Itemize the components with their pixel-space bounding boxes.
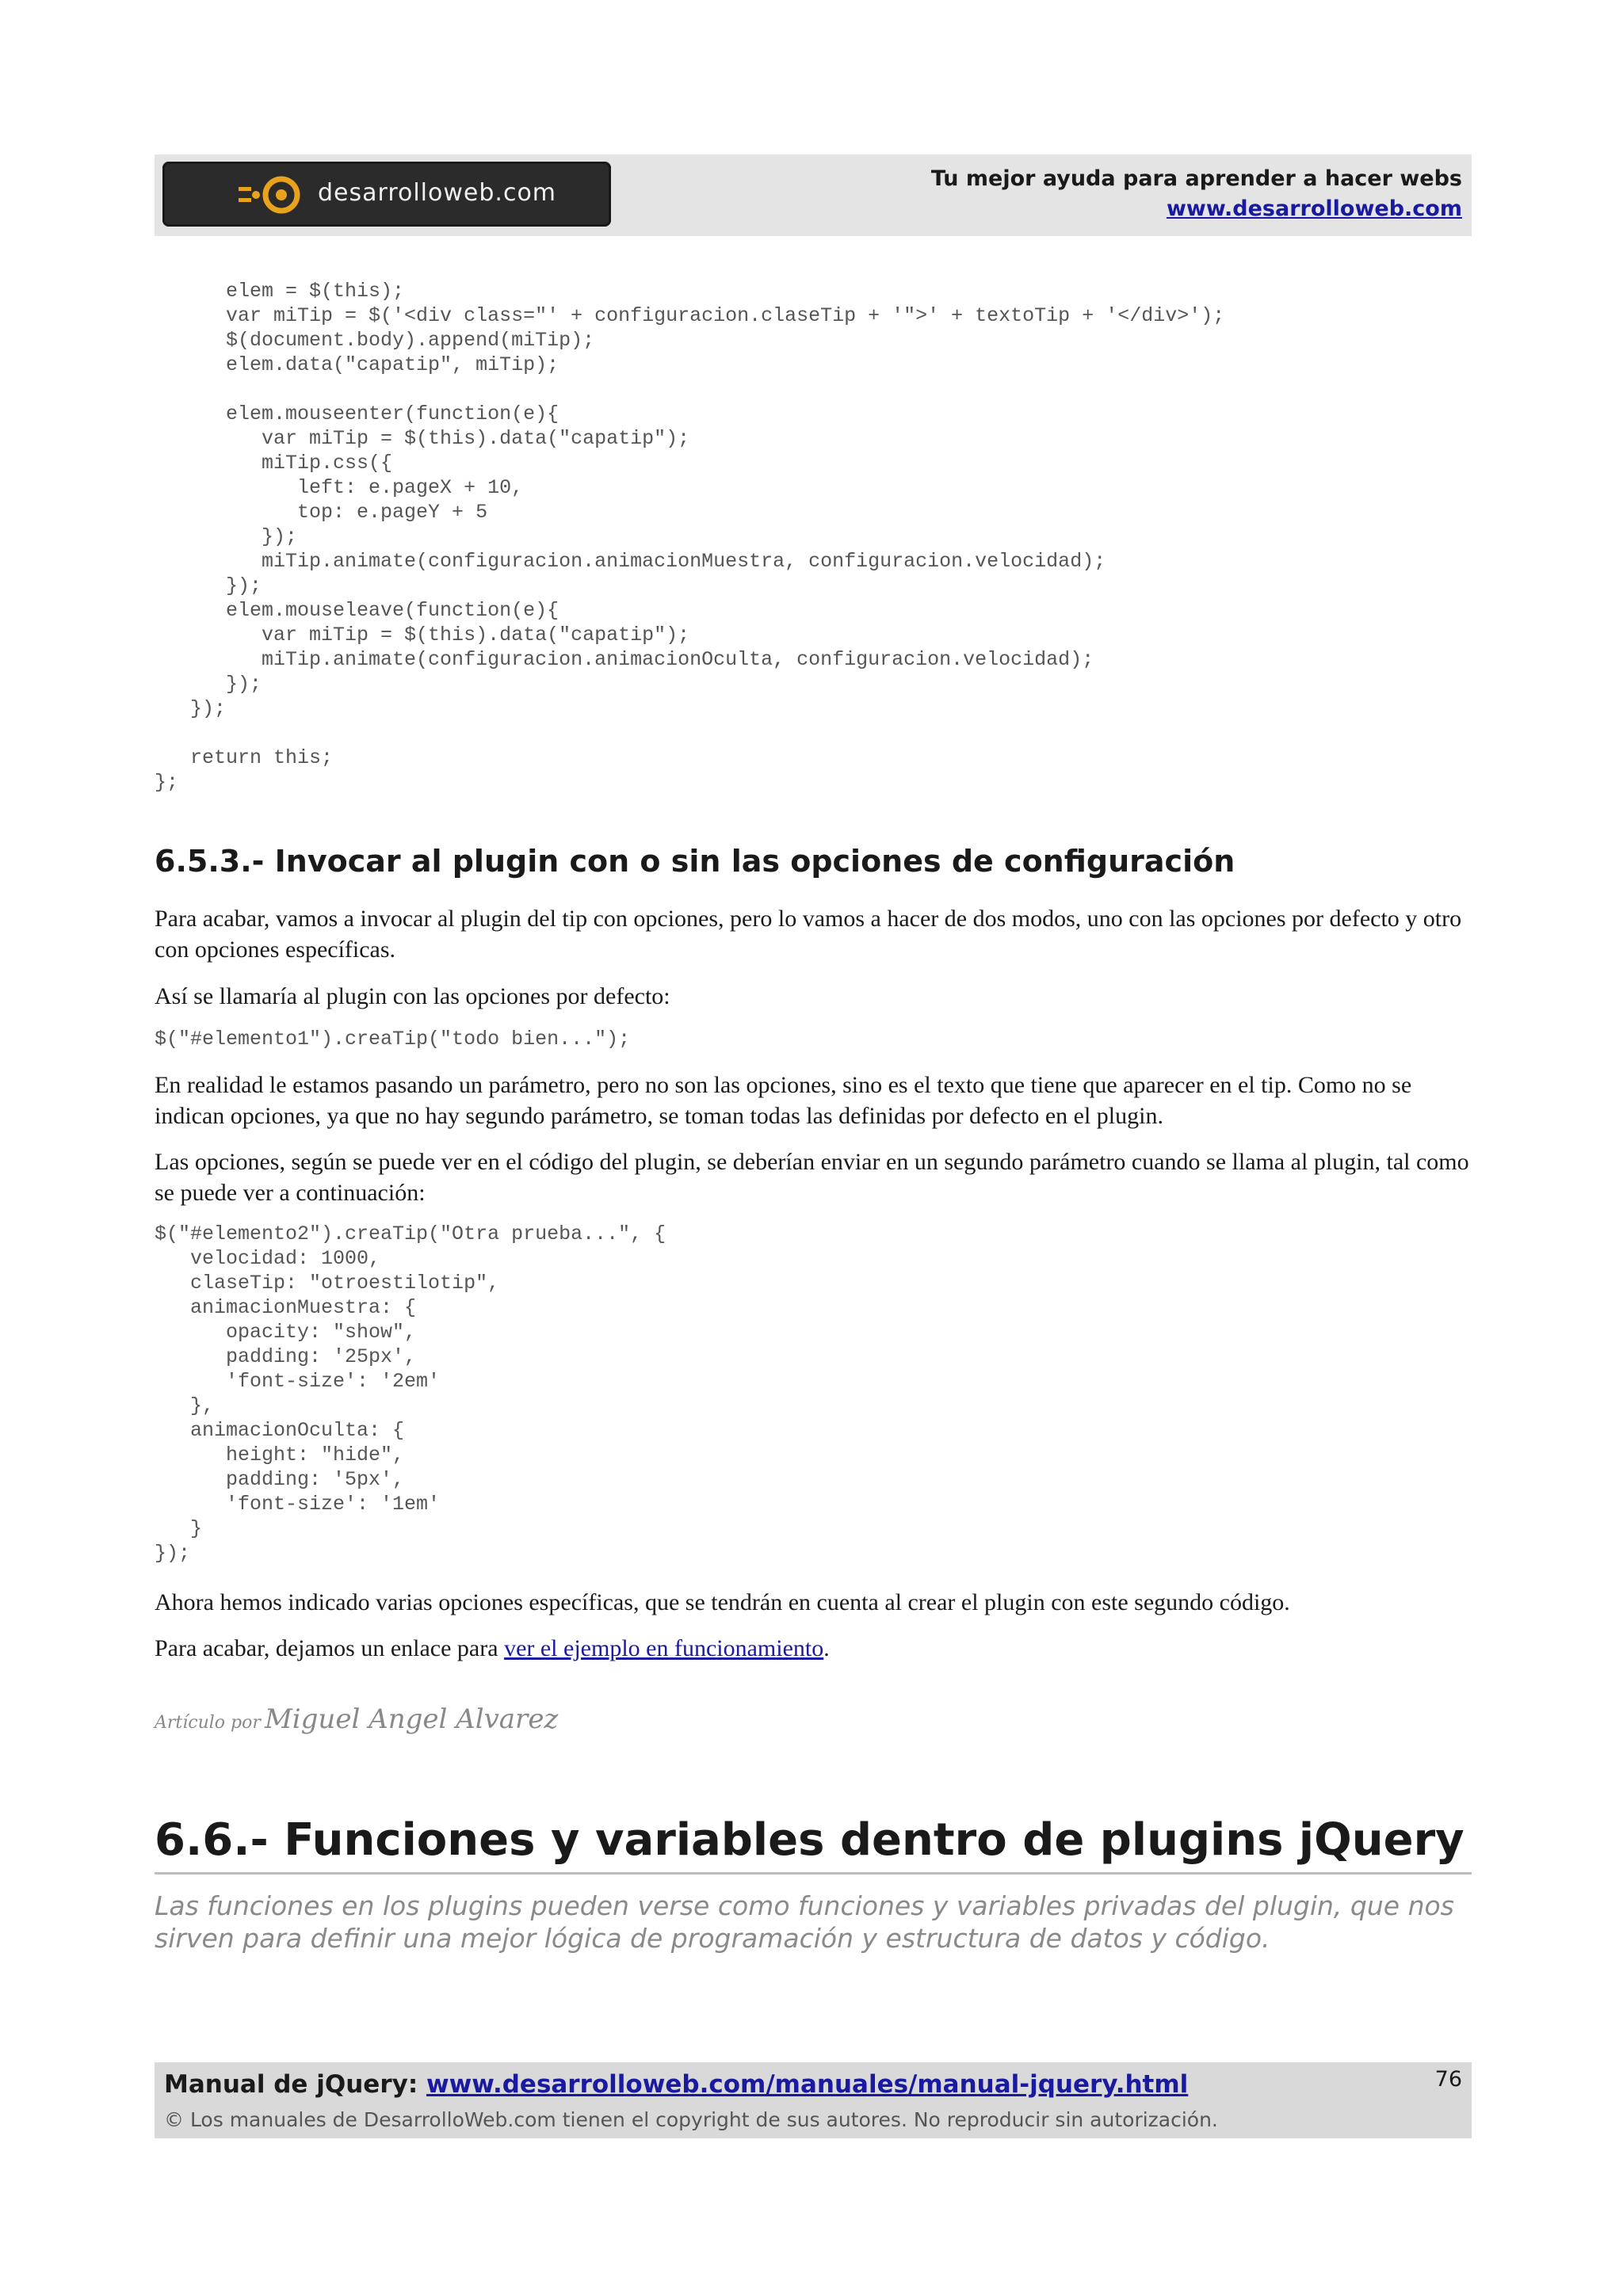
tagline-text: Tu mejor ayuda para aprender a hacer webs xyxy=(930,166,1462,191)
chapter-heading: 6.6.- Funciones y variables dentro de plugins jQuery xyxy=(155,1814,1472,1875)
site-logo[interactable] xyxy=(162,162,611,227)
footer-copyright: © Los manuales de DesarrolloWeb.com tienen el copyright de sus autores. No reproducir sin autorización. xyxy=(164,2108,1218,2131)
byline-label: Artículo por xyxy=(155,1713,261,1733)
page-footer xyxy=(155,2062,1472,2138)
paragraph: Las opciones, según se puede ver en el código del plugin, se deberían enviar en un segundo parámetro cuando se llama al plugin, tal como se puede ver a continuación: xyxy=(155,1149,1469,1206)
code-block-plugin-body: elem = $(this); var miTip = $('<div class="' + configuracion.claseTip + '">' + textoTip + '</div>'); $(document.body).append(miTip); elem.data("capatip", miTip); elem.mouseenter(function(e){ var miTip = $(this).data("capatip"); miTip.css({ left: e.pageX + 10, top: e.pageY + 5 }); miTip.animate(configuracion.animacionMuestra, configuracion.velocidad); }); elem.mouseleave(function(e){ var miTip = $(this).data("capatip"); miTip.animate(configuracion.animacionOculta, configuracion.velocidad); }); }); return this; }; xyxy=(155,280,1225,794)
paragraph: Así se llamaría al plugin con las opciones por defecto: xyxy=(155,983,670,1009)
paragraph-text: . xyxy=(823,1635,830,1661)
paragraph-text: Para acabar, dejamos un enlace para xyxy=(155,1635,505,1661)
page-number: 76 xyxy=(1434,2067,1462,2092)
logo-icon xyxy=(235,176,311,214)
header-site-link[interactable]: www.desarrolloweb.com xyxy=(1166,196,1462,221)
example-link[interactable]: ver el ejemplo en funcionamiento xyxy=(504,1635,824,1661)
page-header xyxy=(155,154,1472,236)
code-block-options-call: $("#elemento2").creaTip("Otra prueba...", { velocidad: 1000, claseTip: "otroestilotip", animacionMuestra: { opacity: "show", padding: '25px', 'font-size': '2em' }, animacionOculta: { height: "hide", padding: '5px', 'font-size': '1em' } }); xyxy=(155,1222,666,1565)
paragraph: Para acabar, vamos a invocar al plugin del tip con opciones, pero lo vamos a hacer de dos modos, uno con las opciones por defecto y otro con opciones específicas. xyxy=(155,906,1462,963)
chapter-summary: Las funciones en los plugins pueden verse como funciones y variables privadas del plugin, que nos sirven para definir una mejor lógica de programación y estructura de datos y código. xyxy=(155,1890,1454,1954)
paragraph-with-link xyxy=(155,1633,1472,1664)
header-tagline xyxy=(931,164,1462,224)
footer-manual-title xyxy=(164,2070,1188,2099)
article-byline xyxy=(155,1703,558,1735)
code-block-default-call: $("#elemento1").creaTip("todo bien..."); xyxy=(155,1028,631,1051)
paragraph: Ahora hemos indicado varias opciones específicas, que se tendrán en cuenta al crear el plugin con este segundo código. xyxy=(155,1589,1290,1615)
paragraph: En realidad le estamos pasando un parámetro, pero no son las opciones, sino es el texto que tiene que aparecer en el tip. Como no se indican opciones, ya que no hay segundo parámetro, se toman todas las definidas por defecto en el plugin. xyxy=(155,1072,1412,1129)
byline-author[interactable]: Miguel Angel Alvarez xyxy=(264,1703,559,1735)
section-heading: 6.5.3.- Invocar al plugin con o sin las opciones de configuración xyxy=(155,844,1235,879)
logo-text: desarrolloweb.com xyxy=(318,179,557,207)
footer-manual-label: Manual de jQuery: xyxy=(164,2070,427,2099)
footer-manual-link[interactable]: www.desarrolloweb.com/manuales/manual-jquery.html xyxy=(426,2070,1189,2099)
